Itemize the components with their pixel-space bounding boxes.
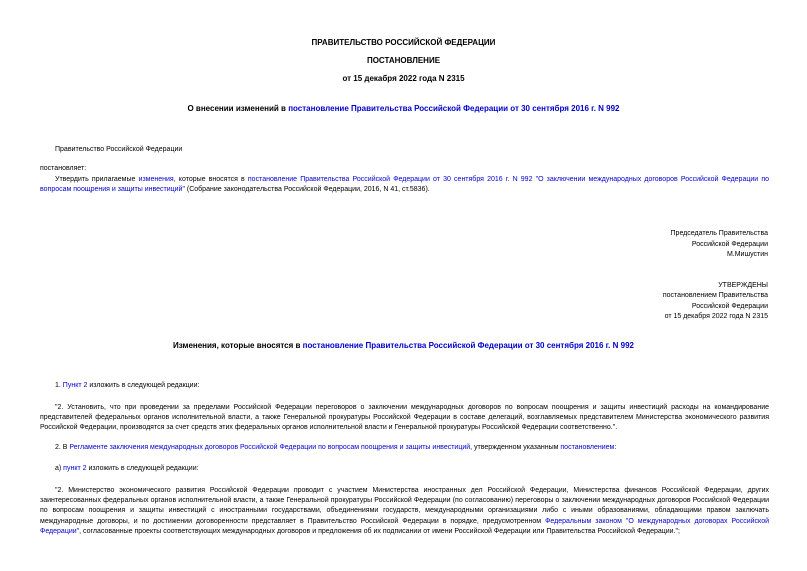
government-heading: ПРАВИТЕЛЬСТВО РОССИЙСКОЙ ФЕДЕРАЦИИ xyxy=(311,38,496,47)
quote-text: , согласованные проекты соответствующих международных договоров и предложения об их подписании от имени Российской Федерации или Правительства Российской Федерации."; xyxy=(79,527,680,535)
quote-1: "2. Установить, что при проведении за пределами Российской Федерации переговоров о заключении международных договоров по вопросам поощрения и защиты инвестиций расходы на командирование представителей федеральных органов исполнительной власти, а также Генеральной прокуратуры Российской Федерации в составе делегаций, возглавляемых представителем Министерства экономического развития Российской Федерации, производятся за счет средств этих федеральных органов исполнительной власти и Генеральной прокуратуры Российской Федерации соответственно.". xyxy=(40,404,769,432)
regulation-link[interactable]: Регламенте заключения международных договоров Российской Федерации по вопросам поощрения и защиты инвестиций xyxy=(69,444,471,451)
changes-title-link[interactable]: постановление Правительства Российской Федерации от 30 сентября 2016 г. N 992 xyxy=(302,341,634,350)
resolution-992-link[interactable]: постановление Правительства Российской Федерации от 30 сентября 2016 г. N 992 "О заключении международных договоров Российской Федерации по вопросам поощрения и защиты инвестиций" xyxy=(40,176,770,194)
sub-item-text: изложить в следующей редакции: xyxy=(86,465,199,472)
paragraph-text: , которые вносятся в xyxy=(173,176,248,183)
approved-line-3: Российской Федерации xyxy=(691,303,768,310)
changes-link[interactable]: изменения xyxy=(138,176,174,183)
signature-line-1: Председатель Правительства xyxy=(670,230,768,237)
approved-line-2: постановлением Правительства xyxy=(662,292,768,299)
paragraph-text: Утвердить прилагаемые xyxy=(55,176,139,183)
item-1 xyxy=(55,381,199,391)
signature-line-2: Российской Федерации xyxy=(691,241,768,248)
sub-item-letter: а) xyxy=(55,465,64,472)
changes-title xyxy=(0,341,807,350)
preamble-decrees: постановляет: xyxy=(40,165,87,172)
item-text: , утвержденном указанным xyxy=(470,444,561,451)
quote-text: "2. Министерство экономического развития Российской Федерации проводит с участием Министерства иностранных дел Российской Федерации, Министерства финансов Российской Федерации, других заинтересованных федеральных органов исполнительной власти, а также Генеральной прокуратуры Российской Федерации (по согласованию) переговоры о заключении международных договоров Российской Федерации по вопросам поощрения и защиты инвестиций с иностранными государствами, объединениями государств, международными организациями либо с иными образованиями, обладающими правом заключать международные договоры, и по достижении договоренности представляет в Правительство Российской Федерации в порядке, предусмотренном xyxy=(40,487,769,525)
federal-law-link[interactable]: Федеральным законом "О международных договорах Российской Федерации" xyxy=(40,517,769,535)
changes-title-prefix: Изменения, которые вносятся в xyxy=(173,341,303,350)
approved-line-1: УТВЕРЖДЕНЫ xyxy=(718,282,768,289)
sub-item-a xyxy=(55,464,199,474)
item-text: : xyxy=(614,444,617,451)
paragraph-text: (Собрание законодательства Российской Федерации, 2016, N 41, ст.5836). xyxy=(184,186,430,194)
signature-name: М.Мишустин xyxy=(726,251,768,258)
doc-date-number: от 15 декабря 2022 года N 2315 xyxy=(342,74,465,83)
item-text: изложить в следующей редакции: xyxy=(87,382,200,389)
doc-title-prefix: О внесении изменений в xyxy=(187,104,289,113)
preamble-subject: Правительство Российской Федерации xyxy=(55,146,183,153)
approved-line-4: от 15 декабря 2022 года N 2315 xyxy=(664,313,768,320)
resolution-link[interactable]: постановлением xyxy=(560,444,615,451)
item-number: 1. xyxy=(55,382,63,389)
doc-title-link[interactable]: постановление Правительства Российской Федерации от 30 сентября 2016 г. N 992 xyxy=(288,104,620,113)
doc-type-heading: ПОСТАНОВЛЕНИЕ xyxy=(366,56,441,65)
item-2 xyxy=(55,443,616,453)
clause-2-link[interactable]: Пункт 2 xyxy=(62,382,88,389)
doc-title xyxy=(0,104,807,113)
resolution-paragraph xyxy=(40,175,769,195)
quote-2 xyxy=(40,486,769,537)
item-number: 2. В xyxy=(55,444,70,451)
sub-clause-2-link[interactable]: пункт 2 xyxy=(63,465,87,472)
